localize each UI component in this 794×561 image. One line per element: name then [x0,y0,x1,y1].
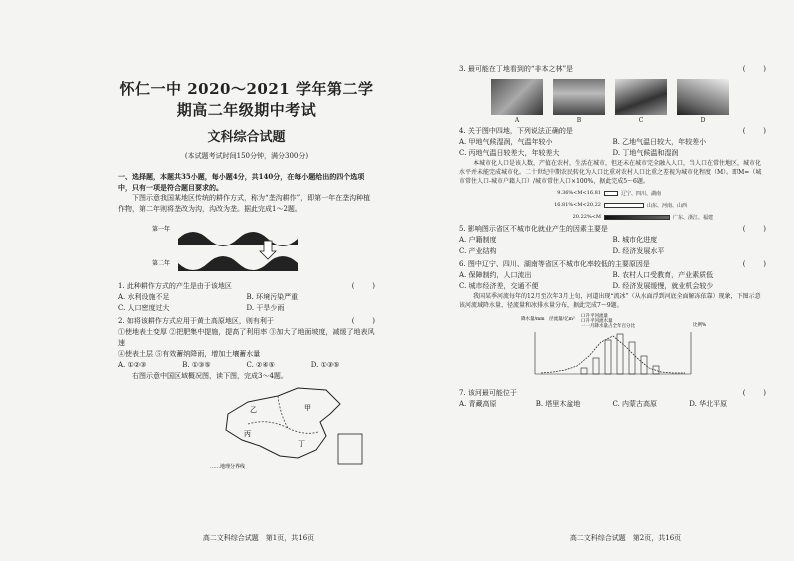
photo-captions: A B C D [514,117,706,124]
question-7-options [459,399,766,410]
question-3-photos [491,79,766,115]
photo-d [677,79,729,115]
chart-row-1: 9.36%<M<16.81 辽宁、四川、湖南 [557,190,662,197]
question-6: 6. 图中辽宁、四川、湖南等省区不城市化率较低的主要原因是 ( ) [459,260,766,268]
page-right [397,0,794,561]
option-a: A. 甲地气候湿润，气温年较小 [459,138,553,146]
question-1: 1. 此种耕作方式的产生是由于该地区 ( ) [118,282,375,290]
option-c: C. 人口密度过大 [118,304,170,312]
intro-3: 本城市化人口是该人数，产值在农村，生活在城市，但还未在城市完全融入人口，当人口在常住地区，城市化水平并未能完成城市化。二十世纪中期农民转化为人口比重对农村人口比重之差视为城市化程度（M）。即M=（城市常住人口-城市户籍人口）/城市常住人口×100%，据此完成5～6题。 [459,160,762,185]
option-d: D. 干旱少雨 [246,304,285,312]
intro-4: 我国某季河流每年的12月至次年3月上旬，河道出现“流冰”（从水面浮到河底全面解冻依靠）现象，下图示意该河流域降水量、径流量和冰排水量分布，据此完成7～9题。 [459,293,761,309]
option-b: B. 农村人口受教育，产业素质低 [612,271,714,279]
question-4-options [459,137,766,159]
option-a: A. 水利设施不足 [118,293,170,301]
photo-a [491,79,543,115]
option-b: B. ①③⑤ [182,361,211,369]
photo-c [615,79,667,115]
option-b: B. 塔里木盆地 [535,400,581,408]
option-d: D. 经济发展缓慢，就业机会较少 [612,282,714,290]
option-c: C. 丙地气温日较差大，年较差大 [459,149,560,157]
hydro-yright: 比例% [693,323,707,328]
exam-subtitle: 文科综合试题 [207,130,286,145]
year1-ridges [178,232,298,246]
option-c: C. 内蒙古高原 [612,400,658,408]
option-a: A. ①②③ [118,361,147,369]
question-2-options [118,360,375,371]
exam-title: 怀仁一中 2020～2021 学年第二学期高二年级期中考试 [119,80,374,119]
option-c: C. 城市经济差，交通不便 [459,282,539,290]
chart-row-2: 16.81%<M<20.22 山东、河南、山西 [554,202,688,209]
question-3: 3. 最可能在丁地看到的“非本之林”是 ( ) [459,65,766,73]
page-footer-right: 高二文科综合试题 第2页，共16页 [569,534,682,542]
region-bing: 丙 [244,430,251,438]
question-1-options [118,292,375,314]
hydro-legend-3: 一一月降水量占全年百分比 [581,324,635,329]
china-map [208,384,368,472]
hydro-line [541,336,685,373]
option-b: B. 城市化进度 [612,236,658,244]
question-2-line-1: ①使地表土变厚 ②把肥集中提施，提高了利用率 ③加大了地面坡度，减缓了地表风速 [118,328,375,347]
option-a: A. 保障制约，人口流出 [459,271,532,279]
region-ding: 丁 [298,440,305,448]
region-yi: 乙 [250,406,257,414]
urbanization-chart [459,188,766,222]
chart-row-3: 20.22%<M 广东、浙江、福建 [572,214,714,221]
hydro-legend-1: 口升平河流量 [581,314,608,319]
option-a: A. 户籍制度 [459,236,497,244]
ridge-furrow-diagram [148,219,348,275]
option-d: D. 华北平原 [689,400,728,408]
option-b: B. 乙地气温日较大，年较差小 [612,138,707,146]
year2-ridges [178,256,298,271]
page-footer-left: 高二文科综合试题 第1页，共16页 [202,534,315,542]
hydro-legend-2: 口升平河流水量 [581,319,613,324]
question-5: 5. 影响图示省区不城市化就业产生的因素主要是 ( ) [459,225,766,233]
option-d: D. ①③⑤ [310,361,340,369]
option-c: C. 产业结构 [459,247,497,255]
question-2: 2. 如将该耕作方式应用于黄土高原地区，则有利于 ( ) [118,317,375,325]
photo-b [553,79,605,115]
intro-2: 右图示意中国区域概况图，读下图，完成3～4题。 [132,372,288,380]
option-d: D. 丁地气候温和湿润 [612,149,679,157]
south-sea-inset [338,434,362,464]
question-4: 4. 关于图中四地，下列说法正确的是 ( ) [459,127,766,135]
option-a: A. 青藏高原 [459,400,497,408]
section-heading: 一、选择题，本题共35小题，每小题4分，共140分，在每小题给出的四个选项中，只有一项是符合题目要求的。 [118,172,365,192]
exam-note: (本试题考试时间150分钟，满分300分) [184,152,309,160]
question-6-options [459,270,766,292]
intro-1: 下图示意我国某地区传统的耕作方式，称为“垄沟耕作”，即第一年在垄沟种植作物，第二年则将垄改为沟，沟改为垄。据此完成1～2题。 [118,194,371,213]
hydro-ylabel: 降水量/mm 径流量/亿m³ [521,317,575,322]
map-legend: ……地理分界线 [210,464,246,470]
question-5-options [459,235,766,257]
hydrology-chart [521,312,711,382]
option-d: D. 经济发展水平 [612,247,665,255]
region-jia: 甲 [304,404,311,412]
question-2-line-2: ④使表土层 ⑤有效蓄纳降雨，增加土壤蓄水量 [118,350,261,358]
option-b: B. 环境污染严重 [246,293,299,301]
question-7: 7. 该河最可能位于 ( ) [459,389,766,397]
option-c: C. ②④⑤ [246,361,275,369]
hydro-bars [581,334,659,374]
year2-label: 第二年 [152,260,171,267]
year1-label: 第一年 [152,226,171,233]
